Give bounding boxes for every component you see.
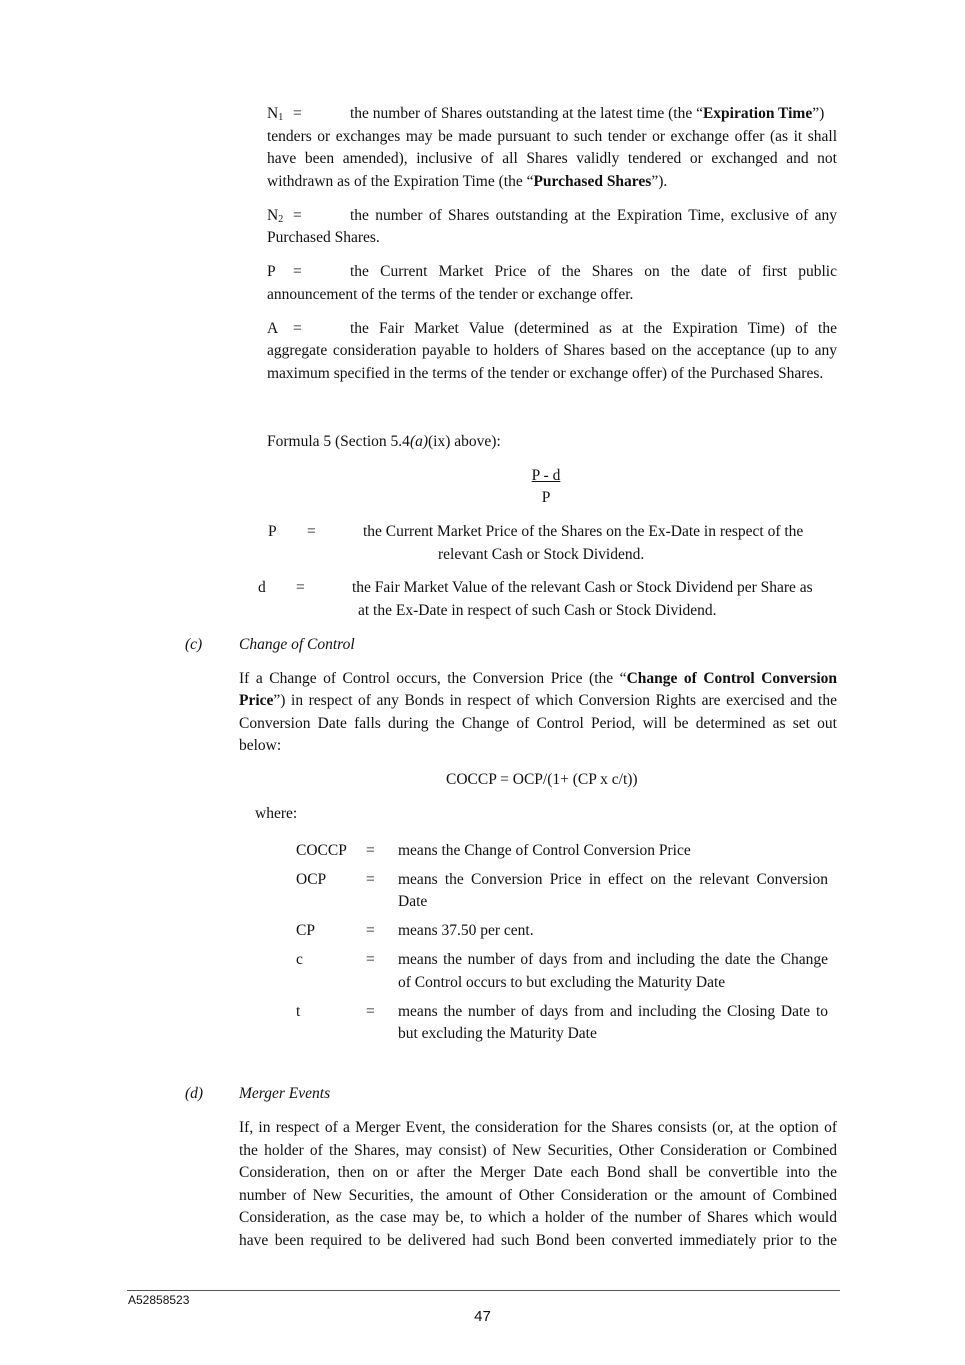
def-n1-line1: the number of Shares outstanding at the latest time (the “Expiration Time”) bbox=[350, 105, 825, 122]
def-a-line3: maximum specified in the terms of the tender or exchange offer) of the Purchased Shares. bbox=[267, 365, 824, 382]
def-ocp-text-line2: Date bbox=[398, 893, 428, 910]
def-n1-line4: withdrawn as of the Expiration Time (the “Purchased Shares”). bbox=[267, 173, 668, 190]
formula5-d-line1: the Fair Market Value of the relevant Cash or Stock Dividend per Share as bbox=[352, 579, 813, 596]
def-coccp-text: means the Change of Control Conversion Price bbox=[398, 842, 691, 859]
section-c-para-line4: below: bbox=[239, 737, 282, 754]
def-n2-equals: = bbox=[293, 207, 302, 224]
def-ocp-symbol: OCP bbox=[296, 871, 327, 888]
formula5-d-equals: = bbox=[296, 579, 305, 596]
def-n2-line2: Purchased Shares. bbox=[267, 229, 380, 246]
def-n1-line2: tenders or exchanges may be made pursuant to such tender or exchange offer (as it shall bbox=[267, 128, 837, 145]
def-n1-symbol: $N_1$ bbox=[267, 105, 284, 123]
def-t-text-line2: but excluding the Maturity Date bbox=[398, 1025, 597, 1042]
section-c-title: Change of Control bbox=[239, 636, 355, 653]
def-c-text-line2: of Control occurs to but excluding the Maturity Date bbox=[398, 974, 726, 991]
formula5-d-symbol: d bbox=[258, 579, 266, 596]
section-d-para-line6: have been required to be delivered had such Bond been converted immediately prior to the bbox=[239, 1232, 837, 1249]
formula5-p-equals: = bbox=[307, 523, 316, 540]
def-c-symbol: c bbox=[296, 951, 303, 968]
formula5-p-symbol: P bbox=[268, 523, 277, 540]
def-coccp-symbol: COCCP bbox=[296, 842, 347, 859]
def-cp-symbol: CP bbox=[296, 922, 315, 939]
section-c-label: (c) bbox=[185, 636, 203, 653]
section-c-para-line3: Conversion Date falls during the Change of Control Period, will be determined as set out bbox=[239, 715, 837, 732]
section-d-para-line2: the holder of the Shares, may consist) of New Securities, Other Consideration or Combined bbox=[239, 1142, 837, 1159]
def-a-equals: = bbox=[293, 320, 302, 337]
formula5-p-line1: the Current Market Price of the Shares on the Ex-Date in respect of the bbox=[363, 523, 804, 540]
def-t-symbol: t bbox=[296, 1003, 301, 1020]
def-t-equals: = bbox=[366, 1003, 375, 1020]
def-n1-equals: = bbox=[293, 105, 302, 122]
section-c-formula: COCCP = OCP/(1+ (CP x c/t)) bbox=[446, 771, 638, 788]
formula5-p-line2: relevant Cash or Stock Dividend. bbox=[438, 546, 645, 563]
section-d-label: (d) bbox=[185, 1085, 204, 1102]
section-d-para-line5: Consideration, as the case may be, to which a holder of the number of Shares which would bbox=[239, 1209, 837, 1226]
def-a-symbol: A bbox=[267, 320, 279, 337]
def-n2-symbol: $N_2$ bbox=[267, 207, 284, 225]
def-coccp-equals: = bbox=[366, 842, 375, 859]
section-c-para-line2: Price”) in respect of any Bonds in respect of which Conversion Rights are exercised and the bbox=[239, 692, 837, 709]
formula5-denominator: P bbox=[541, 489, 551, 506]
formula5-numerator: P - d bbox=[531, 467, 561, 484]
section-c-para-line1: If a Change of Control occurs, the Conversion Price (the “Change of Control Conversion bbox=[239, 670, 838, 687]
def-a-line1: the Fair Market Value (determined as at the Expiration Time) of the bbox=[350, 320, 837, 337]
footer-divider bbox=[127, 1290, 840, 1291]
def-c-equals: = bbox=[366, 951, 375, 968]
formula5-d-line2: at the Ex-Date in respect of such Cash or Stock Dividend. bbox=[358, 602, 717, 619]
def-p-equals: = bbox=[293, 263, 302, 280]
section-d-title: Merger Events bbox=[239, 1085, 331, 1102]
section-d-para-line4: number of New Securities, the amount of Other Consideration or the amount of Combined bbox=[239, 1187, 837, 1204]
def-p-symbol: P bbox=[267, 263, 276, 280]
formula5-heading: Formula 5 (Section 5.4(a)(ix) above): bbox=[267, 433, 501, 450]
def-ocp-text-line1: means the Conversion Price in effect on the relevant Conversion bbox=[398, 871, 828, 888]
section-d-para-line3: Consideration, then on or after the Merger Date each Bond shall be convertible into the bbox=[239, 1164, 837, 1181]
section-c-where: where: bbox=[255, 805, 298, 822]
page-number: 47 bbox=[474, 1308, 491, 1325]
def-p-line2: announcement of the terms of the tender or exchange offer. bbox=[267, 286, 634, 303]
def-n2-line1: the number of Shares outstanding at the Expiration Time, exclusive of any bbox=[350, 207, 837, 224]
def-t-text-line1: means the number of days from and including the Closing Date to bbox=[398, 1003, 828, 1020]
def-n1-line3: have been amended), inclusive of all Shares validly tendered or exchanged and not bbox=[267, 150, 837, 167]
footer-document-id: A52858523 bbox=[128, 1293, 190, 1307]
section-d-para-line1: If, in respect of a Merger Event, the consideration for the Shares consists (or, at the option of bbox=[239, 1119, 837, 1136]
def-c-text-line1: means the number of days from and including the date the Change bbox=[398, 951, 828, 968]
def-p-line1: the Current Market Price of the Shares on the date of first public bbox=[350, 263, 837, 280]
def-cp-text: means 37.50 per cent. bbox=[398, 922, 534, 939]
def-ocp-equals: = bbox=[366, 871, 375, 888]
def-a-line2: aggregate consideration payable to holders of Shares based on the acceptance (up to any bbox=[267, 342, 837, 359]
def-cp-equals: = bbox=[366, 922, 375, 939]
